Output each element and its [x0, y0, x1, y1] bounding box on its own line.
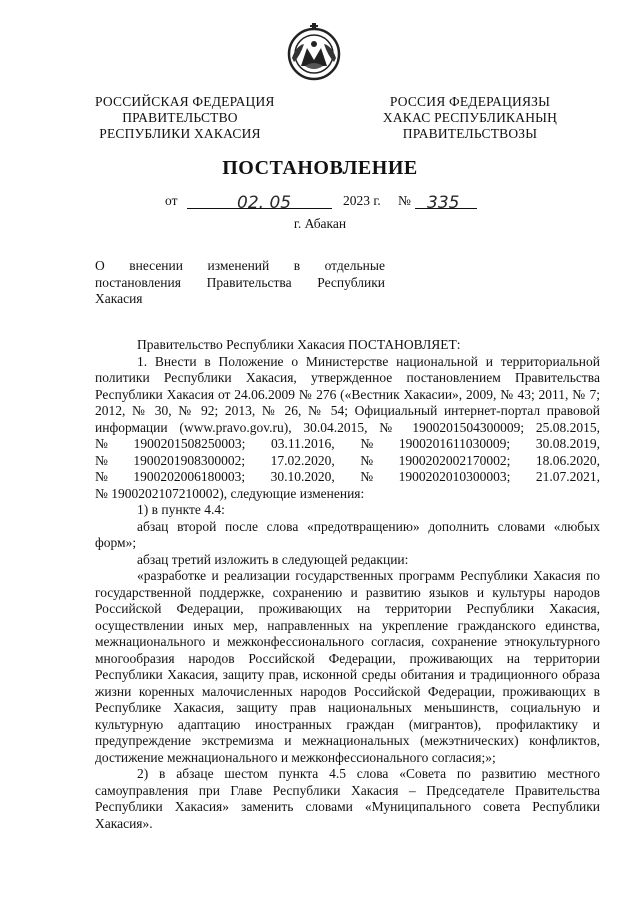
header-right-line-1: РОССИЯ ФЕДЕРАЦИЯЗЫ	[389, 94, 551, 109]
from-label: от	[165, 193, 178, 208]
item-1-paragraph: 1. Внести в Положение о Министерстве национальной и территориальной политики Республики Хакасия, утвержденное постановлением Правительства Республики Хакасия от 24.06.2009 № 276 («Вестник Хакасии», 2009, № 43; 2011, № 7; 2012, № 30, № 92; 2013, № 26, № 54; Официальный интернет-портал правовой информации (www.pravo.gov.ru), 30.04.2015, № 1900201504300009; 25.08.2015,	[95, 353, 600, 435]
date-number-line	[165, 193, 495, 213]
date-handwritten: 02. 05	[237, 193, 292, 213]
year-label: 2023 г.	[343, 193, 381, 208]
number-label: №	[398, 193, 411, 208]
intro-paragraph: Правительство Республики Хакасия ПОСТАНОВЛЯЕТ:	[137, 337, 461, 352]
subject-word: отдельные	[324, 258, 385, 273]
subject-line-2	[95, 275, 385, 292]
subject-line-3: Хакасия	[95, 291, 143, 306]
registration-row-3	[95, 469, 600, 486]
reg-cell: 1900202002170002;	[398, 452, 511, 468]
reg-cell: 30.10.2020,	[270, 469, 335, 484]
paragraph-a: абзац второй после слова «предотвращению» дополнить словами «любых форм»;	[95, 518, 600, 550]
header-left-line-1: РОССИЙСКАЯ ФЕДЕРАЦИЯ	[95, 94, 275, 109]
header-right-line-2: ХАКАС РЕСПУБЛИКАНЫҢ	[382, 110, 558, 125]
reg-cell: 1900201908300002;	[133, 452, 246, 468]
header-left-line-2: ПРАВИТЕЛЬСТВО	[122, 110, 238, 125]
reg-cell: 17.02.2020,	[270, 452, 335, 468]
registration-end: № 1900202107210002), следующие изменения:	[95, 485, 365, 501]
item-2-paragraph: 2) в абзаце шестом пункта 4.5 слова «Совета по развитию местного самоуправления при Главе Республики Хакасия – Председателе Правительства Республики Хакасия» заменить словами «Муниципального совета Республики Хакасия».	[95, 766, 600, 831]
header-left-line-3: РЕСПУБЛИКИ ХАКАСИЯ	[99, 126, 261, 141]
reg-cell: 21.07.2021,	[535, 469, 600, 484]
reg-cell: №	[95, 469, 108, 484]
reg-cell: №	[95, 452, 108, 468]
reg-cell: 1900202010300003;	[398, 469, 511, 484]
subject-word: Правительства	[206, 274, 292, 290]
header-right	[375, 94, 565, 142]
subject-word: Республики	[317, 274, 385, 290]
reg-cell: №	[95, 436, 108, 451]
reg-cell: №	[360, 452, 374, 468]
reg-cell: №	[360, 436, 374, 451]
reg-cell: 18.06.2020,	[535, 452, 600, 468]
reg-cell: 1900202006180003;	[133, 469, 246, 484]
subitem-1: 1) в пункте 4.4:	[137, 502, 225, 517]
subject-word: О	[95, 258, 105, 273]
subject-word: внесении	[129, 258, 183, 273]
city-label: г. Абакан	[293, 216, 347, 231]
subject-line-1	[95, 258, 385, 275]
subject-word: в	[293, 258, 301, 273]
reg-cell: 1900201611030009;	[398, 436, 511, 451]
reg-cell: №	[360, 469, 374, 484]
subject-block	[95, 258, 385, 308]
reg-cell: 1900201508250003;	[133, 436, 246, 451]
subject-word: изменений	[207, 258, 270, 273]
registration-row-1	[95, 436, 600, 453]
registration-row-2	[95, 453, 600, 470]
coat-of-arms-emblem	[286, 22, 342, 82]
quoted-text: «разработке и реализации государственных программ Республики Хакасия по государственной поддержке, сохранению и развитию языков и культуры народов Российской Федерации, проживающих на территории Республики Хакасия, осуществлении иных мер, направленных на укрепление гражданского единства, межнационального и межконфессионального согласия, сохранение этнокультурного многообразия народов Российской Федерации, проживающих на территории Республики Хакасия, защиту прав, исконной среды обитания и традиционного образа жизни коренных малочисленных народов Российской Федерации, проживающих в Республике Хакасия, защиту прав национальных меньшинств, социальную и культурную адаптацию иностранных граждан (мигрантов), профилактику и предупреждение экстремизма и межнациональных (межэтнических) конфликтов, достижение межнационального и межконфессионального согласия;»;	[95, 568, 600, 765]
header-left	[95, 94, 275, 142]
document-title: ПОСТАНОВЛЕНИЕ	[222, 157, 418, 179]
subject-word: постановления	[95, 274, 181, 290]
paragraph-b: абзац третий изложить в следующей редакции:	[137, 551, 409, 567]
reg-cell: 03.11.2016,	[271, 436, 335, 451]
header-right-line-3: ПРАВИТЕЛЬСТВОЗЫ	[402, 126, 538, 141]
number-handwritten: 335	[427, 193, 460, 213]
document-body	[95, 337, 600, 832]
reg-cell: 30.08.2019,	[535, 436, 600, 451]
